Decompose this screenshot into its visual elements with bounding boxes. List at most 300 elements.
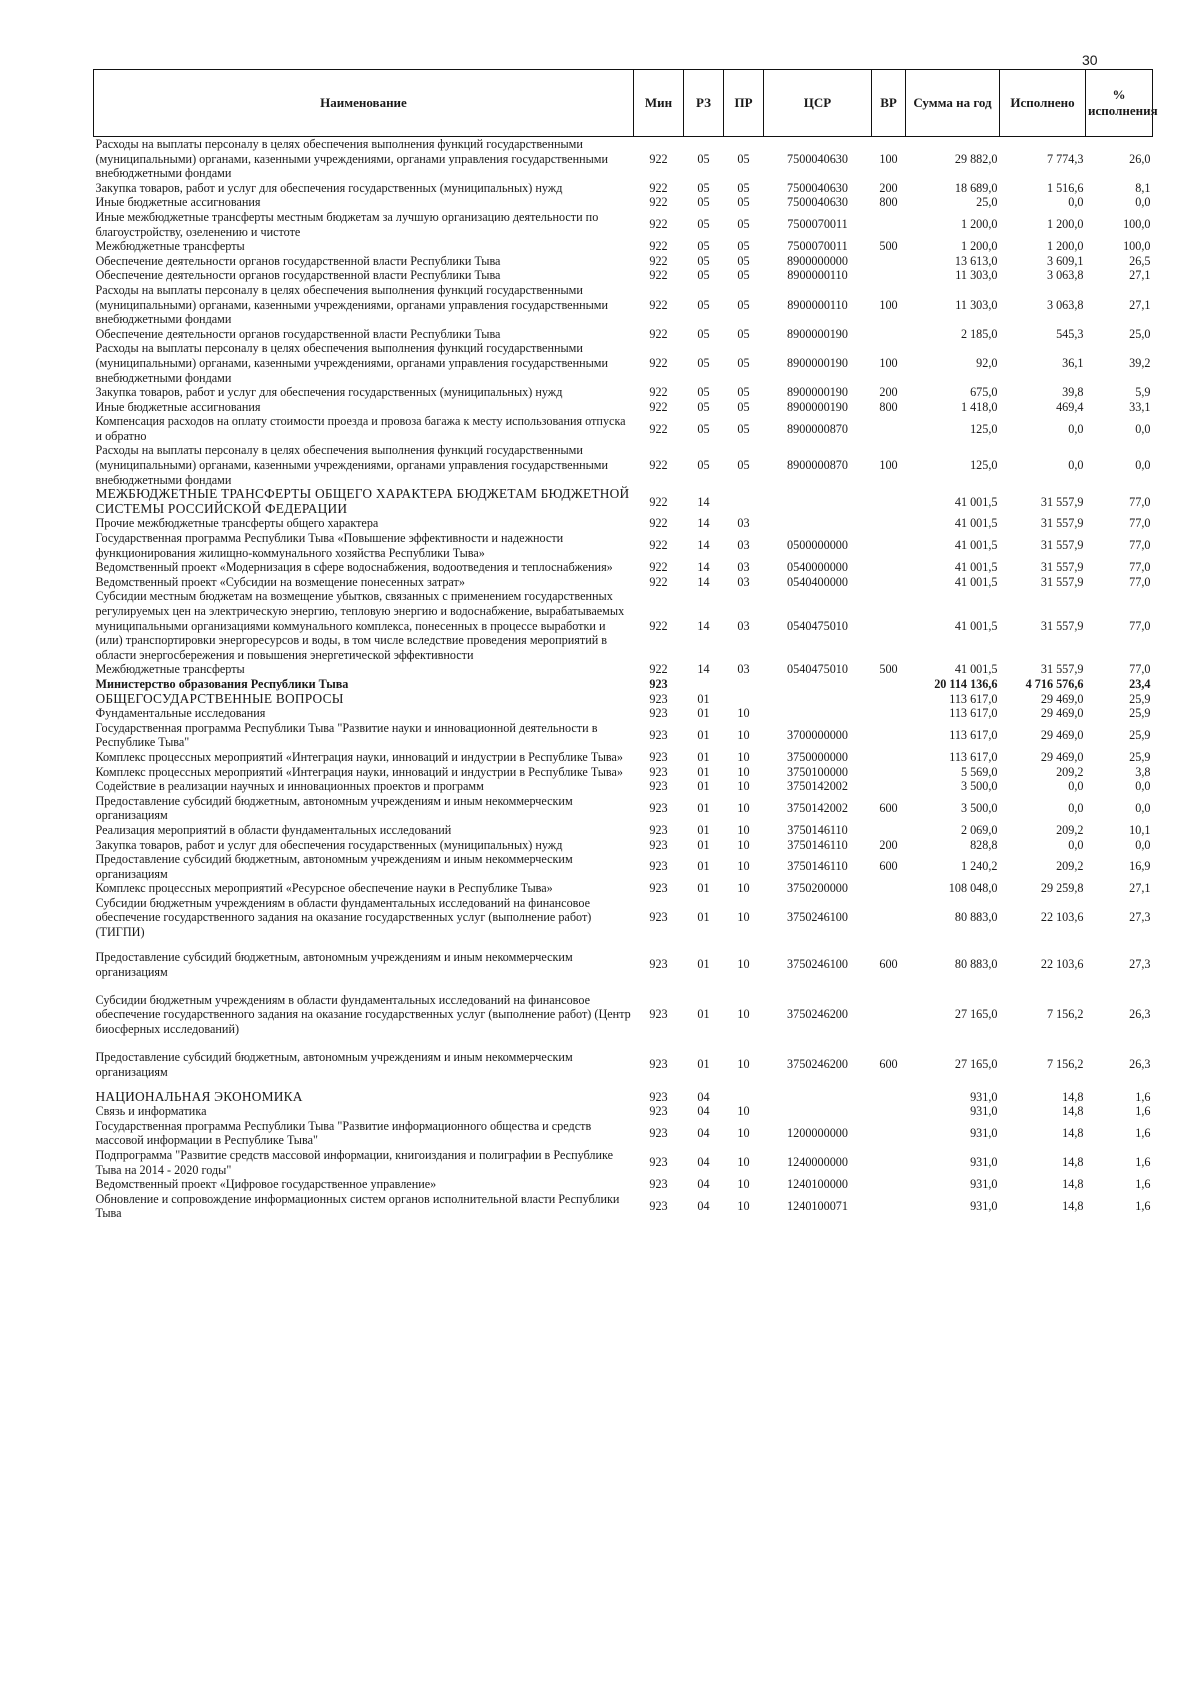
table-row [94,137,1153,181]
cell-vr [872,254,906,269]
cell-vr: 800 [879,399,898,414]
cell-name: Предоставление субсидий бюджетным, автономным учреждениям и иным некоммерческим организациям [95,793,573,823]
cell-vr [872,677,906,692]
cell-csr: 8900000110 [787,297,848,312]
table-body [94,137,1153,1222]
table-row [94,662,1153,677]
cell-exec: 29 469,0 [1040,691,1084,706]
cell-csr [764,706,872,721]
cell-vr [872,531,906,560]
cell-pr: 10 [737,822,750,837]
cell-pr: 10 [737,837,750,852]
table-row [94,210,1153,239]
cell-min: 923 [649,837,668,852]
cell-pr: 05 [737,253,750,268]
cell-name: Обеспечение деятельности органов государственной власти Республики Тыва [95,326,501,341]
cell-csr: 3700000000 [787,728,848,743]
cell-rz: 05 [697,355,710,370]
cell-csr: 3750142002 [787,779,848,794]
cell-name: Закупка товаров, работ и услуг для обеспечения государственных (муниципальных) нужд [95,837,563,852]
cell-pct: 0,0 [1135,801,1151,816]
cell-pr: 10 [737,749,750,764]
cell-pr: 05 [737,217,750,232]
cell-name: Расходы на выплаты персоналу в целях обеспечения выполнения функций государственными (муниципальными) органами, казенными учреждениями, органами управления государственными внебюджетными фондами [95,137,609,181]
table-row [94,1104,1153,1119]
cell-pr: 10 [737,801,750,816]
cell-vr: 100 [879,151,898,166]
cell-exec: 3 609,1 [1046,253,1084,268]
cell-vr [872,765,906,780]
cell-sum: 113 617,0 [949,749,998,764]
cell-rz: 05 [697,458,710,473]
cell-vr [872,881,906,896]
cell-pr: 05 [737,239,750,254]
cell-vr: 600 [879,859,898,874]
cell-name: Обновление и сопровождение информационных систем органов исполнительной власти Республики Тыва [95,1191,620,1221]
cell-pct: 1,6 [1135,1177,1151,1192]
cell-csr: 3750142002 [787,801,848,816]
budget-table [93,69,1158,1221]
cell-pct: 26,3 [1129,1057,1151,1072]
cell-sum: 931,0 [970,1104,998,1119]
cell-rz: 04 [697,1177,710,1192]
cell-vr [872,210,906,239]
cell-sum: 20 114 136,6 [934,676,998,691]
cell-pct: 27,1 [1129,881,1151,896]
cell-name: Субсидии бюджетным учреждениям в области фундаментальных исследований на финансовое обеспечение государственного задания на оказание государственных услуг (выполнение работ) (ТИГПИ) [95,895,592,940]
cell-vr [872,487,906,516]
cell-rz: 05 [697,239,710,254]
cell-vr [872,1192,906,1221]
cell-pr: 10 [737,859,750,874]
table-row [94,1177,1153,1192]
cell-pct: 1,6 [1135,1089,1151,1104]
cell-min: 923 [649,691,668,706]
cell-rz: 05 [697,268,710,283]
cell-pr: 10 [737,1007,750,1022]
cell-csr: 3750246200 [787,1057,848,1072]
cell-min: 923 [649,728,668,743]
cell-rz: 01 [697,691,710,706]
cell-exec: 0,0 [1068,801,1084,816]
cell-pr: 05 [737,297,750,312]
table-row [94,765,1153,780]
cell-exec: 31 557,9 [1040,494,1084,509]
cell-name: НАЦИОНАЛЬНАЯ ЭКОНОМИКА [95,1088,303,1104]
cell-pct: 10,1 [1129,822,1151,837]
cell-min: 923 [649,1057,668,1072]
cell-min: 922 [649,385,668,400]
cell-vr: 100 [879,458,898,473]
cell-pr: 05 [737,421,750,436]
cell-sum: 113 617,0 [949,728,998,743]
cell-pct: 26,3 [1129,1007,1151,1022]
cell-min: 922 [649,355,668,370]
cell-csr: 0540400000 [787,574,848,589]
cell-sum: 113 617,0 [949,706,998,721]
table-row [94,1040,1153,1090]
cell-pct: 77,0 [1129,494,1151,509]
cell-pct: 27,1 [1129,297,1151,312]
cell-pct: 100,0 [1123,217,1151,232]
table-row [94,531,1153,560]
cell-vr: 600 [879,957,898,972]
cell-name: ОБЩЕГОСУДАРСТВЕННЫЕ ВОПРОСЫ [95,690,344,706]
cell-sum: 11 303,0 [955,268,998,283]
cell-pr: 03 [737,516,750,531]
cell-pr: 10 [737,910,750,925]
cell-pct: 0,0 [1135,195,1151,210]
cell-sum: 1 418,0 [960,399,998,414]
cell-sum: 108 048,0 [948,881,998,896]
cell-min: 923 [649,1155,668,1170]
header-exec: Исполнено [1000,70,1086,137]
cell-csr: 7500070011 [787,239,848,254]
cell-name: Иные бюджетные ассигнования [95,399,261,414]
cell-vr [872,575,906,590]
cell-min: 923 [649,1007,668,1022]
cell-vr [872,1148,906,1177]
cell-sum: 1 200,0 [960,217,998,232]
cell-csr: 1240000000 [787,1155,848,1170]
cell-vr [872,1119,906,1148]
cell-pr: 10 [737,1177,750,1192]
cell-sum: 931,0 [970,1089,998,1104]
cell-csr: 8900000870 [787,421,848,436]
cell-vr [872,750,906,765]
cell-pr: 05 [737,268,750,283]
cell-exec: 31 557,9 [1040,560,1084,575]
cell-min: 922 [649,574,668,589]
cell-name: Межбюджетные трансферты [95,662,245,677]
cell-rz: 14 [697,662,710,677]
cell-pr: 10 [737,881,750,896]
cell-rz: 01 [697,706,710,721]
cell-sum: 80 883,0 [954,957,998,972]
cell-rz: 05 [697,297,710,312]
cell-exec: 29 469,0 [1040,749,1084,764]
cell-pr: 10 [737,706,750,721]
cell-sum: 41 001,5 [954,516,998,531]
cell-name: Закупка товаров, работ и услуг для обеспечения государственных (муниципальных) нужд [95,385,563,400]
table-row [94,283,1153,327]
header-pr: ПР [724,70,764,137]
cell-pct: 1,6 [1135,1155,1151,1170]
cell-csr: 3750246100 [787,957,848,972]
cell-vr: 800 [879,195,898,210]
cell-name: Иные бюджетные ассигнования [95,195,261,210]
cell-sum: 41 001,5 [954,618,998,633]
cell-csr: 0540000000 [787,560,848,575]
cell-name: Расходы на выплаты персоналу в целях обеспечения выполнения функций государственными (муниципальными) органами, казенными учреждениями, органами управления государственными внебюджетными фондами [95,443,609,487]
cell-exec: 36,1 [1062,355,1084,370]
cell-rz: 14 [697,494,710,509]
cell-sum: 2 185,0 [960,326,998,341]
cell-name: Содействие в реализации научных и инновационных проектов и программ [95,779,484,794]
cell-csr: 8900000190 [787,399,848,414]
cell-pct: 27,3 [1129,957,1151,972]
cell-vr [872,779,906,794]
table-row [94,721,1153,750]
cell-min: 922 [649,516,668,531]
cell-exec: 1 516,6 [1046,180,1084,195]
cell-exec: 7 156,2 [1046,1007,1084,1022]
header-rz: РЗ [684,70,724,137]
cell-sum: 5 569,0 [960,764,998,779]
cell-rz: 01 [697,957,710,972]
table-row [94,385,1153,400]
cell-sum: 27 165,0 [954,1057,998,1072]
cell-sum: 931,0 [970,1177,998,1192]
cell-min: 923 [649,801,668,816]
cell-rz: 04 [697,1104,710,1119]
cell-rz: 01 [697,837,710,852]
cell-min: 923 [649,859,668,874]
cell-pr: 03 [737,618,750,633]
cell-min: 923 [649,749,668,764]
cell-min: 923 [649,1104,668,1119]
cell-rz: 05 [697,399,710,414]
cell-vr: 100 [879,297,898,312]
cell-min: 923 [649,1089,668,1104]
cell-vr [872,990,906,1040]
cell-name: Комплекс процессных мероприятий «Ресурсное обеспечение науки в Республике Тыва» [95,881,553,896]
cell-pct: 5,9 [1135,385,1151,400]
cell-exec: 3 063,8 [1046,297,1084,312]
cell-sum: 13 613,0 [954,253,998,268]
cell-sum: 27 165,0 [954,1007,998,1022]
cell-vr [872,692,906,707]
cell-rz: 04 [697,1155,710,1170]
table-row [94,181,1153,196]
cell-name: Реализация мероприятий в области фундаментальных исследований [95,822,452,837]
cell-min: 923 [649,676,668,691]
cell-csr: 7500040630 [787,151,848,166]
cell-pr: 03 [737,538,750,553]
cell-min: 922 [649,297,668,312]
cell-csr: 8900000000 [787,253,848,268]
cell-vr [872,1104,906,1119]
cell-min: 922 [649,538,668,553]
cell-csr: 3750146110 [787,822,848,837]
cell-min: 922 [649,268,668,283]
table-row [94,706,1153,721]
cell-pct: 0,0 [1135,421,1151,436]
cell-rz: 05 [697,326,710,341]
cell-min: 923 [649,1126,668,1141]
table-row [94,560,1153,575]
cell-csr: 1200000000 [787,1126,848,1141]
cell-pct: 77,0 [1129,574,1151,589]
cell-csr: 1240100000 [787,1177,848,1192]
cell-rz: 01 [697,801,710,816]
cell-pct: 1,6 [1135,1126,1151,1141]
cell-rz: 01 [697,859,710,874]
table-row [94,487,1153,516]
cell-name: Субсидии бюджетным учреждениям в области фундаментальных исследований на финансовое обеспечение государственного задания на оказание государственных услуг (выполнение работ) (Центр биосферных исследований) [95,992,631,1036]
cell-exec: 14,8 [1062,1155,1084,1170]
cell-rz [684,677,724,692]
cell-name: Закупка товаров, работ и услуг для обеспечения государственных (муниципальных) нужд [95,180,563,195]
cell-min: 923 [649,822,668,837]
cell-exec: 31 557,9 [1040,538,1084,553]
cell-csr: 3750146110 [787,859,848,874]
cell-pct: 0,0 [1135,779,1151,794]
cell-min: 923 [649,1177,668,1192]
cell-exec: 0,0 [1068,779,1084,794]
cell-sum: 3 500,0 [960,801,998,816]
cell-rz: 14 [697,618,710,633]
cell-sum: 80 883,0 [954,910,998,925]
cell-min: 922 [649,560,668,575]
cell-min: 922 [649,458,668,473]
cell-exec: 3 063,8 [1046,268,1084,283]
cell-vr: 200 [879,180,898,195]
cell-pct: 26,0 [1129,151,1151,166]
cell-exec: 209,2 [1056,764,1084,779]
cell-pr: 10 [737,764,750,779]
cell-name: Государственная программа Республики Тыва "Развитие науки и инновационной деятельности в Республике Тыва" [95,720,598,750]
cell-exec: 14,8 [1062,1126,1084,1141]
cell-min: 922 [649,217,668,232]
cell-min: 923 [649,1199,668,1214]
cell-rz: 04 [697,1089,710,1104]
cell-exec: 1 200,0 [1046,217,1084,232]
cell-pr [724,487,764,516]
cell-sum: 1 240,2 [960,859,998,874]
cell-min: 922 [649,195,668,210]
cell-vr: 500 [879,239,898,254]
cell-pr: 05 [737,195,750,210]
cell-rz: 05 [697,385,710,400]
cell-sum: 125,0 [970,458,998,473]
cell-name: Предоставление субсидий бюджетным, автономным учреждениям и иным некоммерческим организациям [95,1050,573,1079]
cell-min: 923 [649,957,668,972]
cell-min: 923 [649,706,668,721]
cell-csr: 8900000190 [787,385,848,400]
cell-name: Министерство образования Республики Тыва [95,676,349,691]
cell-sum: 25,0 [976,195,998,210]
table-row [94,750,1153,765]
cell-min: 922 [649,399,668,414]
cell-name: Компенсация расходов на оплату стоимости проезда и провоза багажа к месту использования отпуска и обратно [95,414,626,443]
cell-sum: 931,0 [970,1199,998,1214]
cell-sum: 41 001,5 [954,494,998,509]
cell-pr: 05 [737,458,750,473]
cell-min: 922 [649,180,668,195]
cell-pct: 25,9 [1129,749,1151,764]
cell-exec: 209,2 [1056,859,1084,874]
cell-vr [872,268,906,283]
cell-pr: 05 [737,355,750,370]
cell-sum: 18 689,0 [954,180,998,195]
cell-csr: 8900000870 [787,458,848,473]
cell-name: Подпрограмма "Развитие средств массовой информации, книгоиздания и полиграфии в Республике Тыва на 2014 - 2020 годы" [95,1148,614,1177]
cell-csr: 7500040630 [787,195,848,210]
cell-pct: 77,0 [1129,560,1151,575]
cell-exec: 545,3 [1056,326,1084,341]
cell-sum: 41 001,5 [954,538,998,553]
cell-exec: 0,0 [1068,458,1084,473]
cell-csr [764,516,872,531]
cell-name: Расходы на выплаты персоналу в целях обеспечения выполнения функций государственными (муниципальными) органами, казенными учреждениями, органами управления государственными внебюджетными фондами [95,341,609,385]
cell-min: 922 [649,326,668,341]
cell-sum: 931,0 [970,1126,998,1141]
cell-pct: 25,0 [1129,326,1151,341]
cell-pr [724,692,764,707]
cell-csr: 3750146110 [787,837,848,852]
table-row [94,195,1153,210]
header-vr: ВР [872,70,906,137]
table-row [94,1119,1153,1148]
cell-rz: 01 [697,1057,710,1072]
cell-pct: 0,0 [1135,458,1151,473]
cell-pct: 26,5 [1129,253,1151,268]
cell-exec: 31 557,9 [1040,662,1084,677]
cell-name: Иные межбюджетные трансферты местным бюджетам за лучшую организацию деятельности по благоустройству, озеленению и чистоте [95,209,599,239]
cell-vr [872,327,906,342]
table-row [94,990,1153,1040]
cell-min: 923 [649,779,668,794]
cell-csr: 0540475010 [787,662,848,677]
page-number: 30 [1082,52,1098,68]
cell-sum: 1 200,0 [960,239,998,254]
cell-vr [872,823,906,838]
header-name: Наименование [94,70,634,137]
cell-pr: 10 [737,779,750,794]
cell-pct: 25,9 [1129,706,1151,721]
cell-exec: 469,4 [1056,399,1084,414]
cell-pct: 25,9 [1129,691,1151,706]
cell-exec: 39,8 [1062,385,1084,400]
cell-csr: 3750000000 [787,749,848,764]
cell-pr: 03 [737,574,750,589]
cell-rz: 01 [697,1007,710,1022]
cell-pr: 03 [737,560,750,575]
table-row [94,268,1153,283]
cell-pct: 8,1 [1135,180,1151,195]
cell-csr: 1240100071 [787,1199,848,1214]
cell-pct: 3,8 [1135,764,1151,779]
cell-pr: 10 [737,728,750,743]
cell-vr [872,1177,906,1192]
cell-vr [872,1090,906,1105]
cell-pr: 10 [737,957,750,972]
cell-pct: 77,0 [1129,538,1151,553]
table-row [94,414,1153,443]
cell-vr: 100 [879,355,898,370]
cell-name: Межбюджетные трансферты [95,239,245,254]
cell-pct: 25,9 [1129,728,1151,743]
table-row [94,852,1153,881]
cell-sum: 2 069,0 [960,822,998,837]
cell-name: Прочие межбюджетные трансферты общего характера [95,516,379,531]
cell-name: Фундаментальные исследования [95,706,266,721]
cell-pr: 10 [737,1199,750,1214]
cell-name: Комплекс процессных мероприятий «Интеграция науки, инноваций и индустрии в Республике Тыва» [95,764,624,779]
cell-pct: 77,0 [1129,662,1151,677]
cell-exec: 31 557,9 [1040,574,1084,589]
table-row [94,779,1153,794]
cell-name: Ведомственный проект «Субсидии на возмещение понесенных затрат» [95,574,465,589]
cell-rz: 05 [697,195,710,210]
header-csr: ЦСР [764,70,872,137]
cell-csr [764,1090,872,1105]
cell-sum: 92,0 [976,355,998,370]
cell-rz: 01 [697,881,710,896]
cell-vr: 200 [879,385,898,400]
cell-pct: 27,3 [1129,910,1151,925]
